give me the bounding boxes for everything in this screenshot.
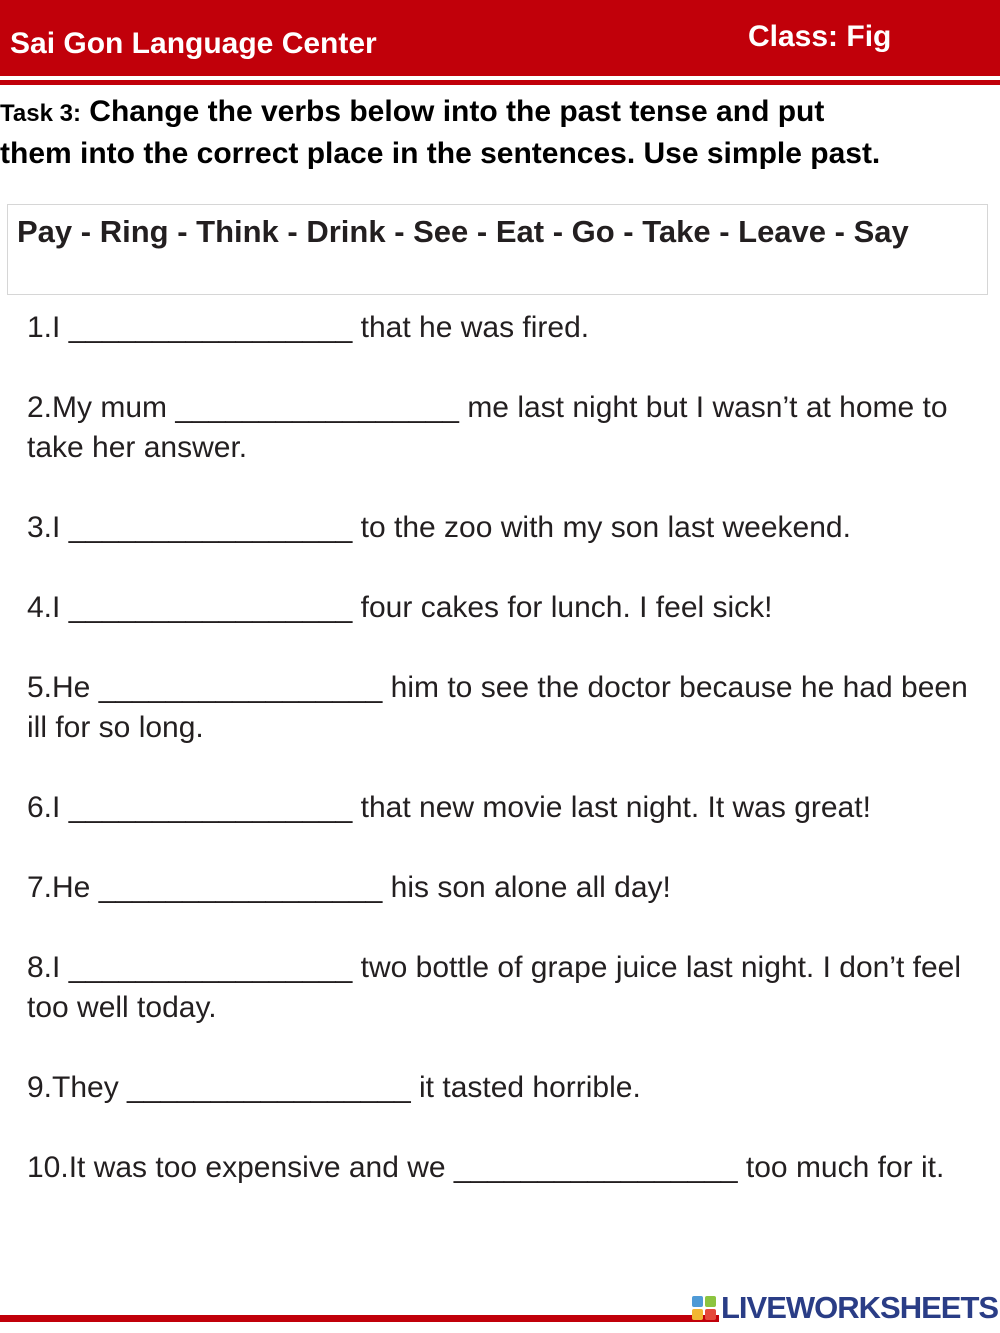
exercise-sentence-8: 8.I _________________ two bottle of grape juice last night. I don’t feel too well today.	[27, 951, 962, 1024]
logo-square-2	[705, 1296, 716, 1307]
center-name: Sai Gon Language Center	[10, 27, 377, 60]
exercise-sentence-5: 5.He _________________ him to see the doctor because he had been ill for so long.	[27, 671, 968, 744]
watermark	[692, 1290, 1000, 1325]
logo-square-4	[705, 1309, 716, 1320]
header-divider	[0, 80, 1000, 85]
task-label: Task 3:	[0, 100, 81, 127]
word-bank: Pay - Ring - Think - Drink - See - Eat - Go - Take - Leave - Say	[17, 214, 909, 249]
task-instruction-text-1: Change the verbs below into the past tense and put	[89, 95, 825, 128]
word-bank-box	[7, 204, 988, 295]
task-instructions	[0, 92, 1000, 174]
task-instruction-line-2: them into the correct place in the sentences. Use simple past.	[0, 137, 881, 170]
exercise-sentence-7: 7.He _________________ his son alone all day!	[27, 871, 671, 904]
liveworksheets-logo-icon	[692, 1296, 716, 1320]
logo-square-3	[692, 1309, 703, 1320]
exercise-list	[27, 308, 987, 1228]
class-label: Class: Fig	[748, 20, 892, 53]
exercise-sentence-3: 3.I _________________ to the zoo with my son last weekend.	[27, 511, 851, 544]
exercise-sentence-10: 10.It was too expensive and we _________________ too much for it.	[27, 1151, 945, 1184]
exercise-sentence-6: 6.I _________________ that new movie last night. It was great!	[27, 791, 871, 824]
logo-square-1	[692, 1296, 703, 1307]
exercise-sentence-9: 9.They _________________ it tasted horrible.	[27, 1071, 641, 1104]
exercise-sentence-4: 4.I _________________ four cakes for lunch. I feel sick!	[27, 591, 773, 624]
exercise-sentence-2: 2.My mum _________________ me last night but I wasn’t at home to take her answer.	[27, 391, 948, 464]
exercise-sentence-1: 1.I _________________ that he was fired.	[27, 311, 590, 344]
watermark-text: LIVEWORKSHEETS	[721, 1290, 999, 1325]
task-instruction-line-1	[0, 92, 1000, 134]
